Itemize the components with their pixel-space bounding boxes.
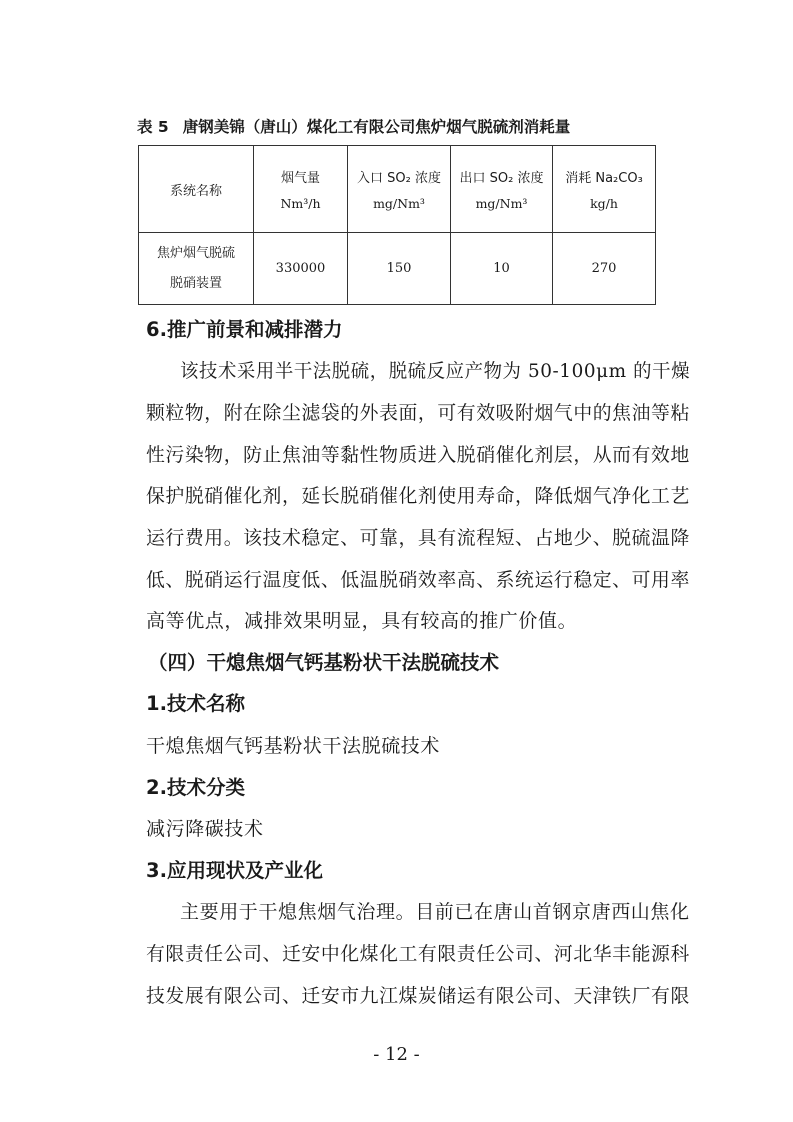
table-caption-title: 唐钢美锦（唐山）煤化工有限公司焦炉烟气脱硫剂消耗量 [182, 118, 571, 136]
subsection1-heading: 1.技术名称 [146, 692, 245, 715]
paragraph-line: 主要用于干熄焦烟气治理。目前已在唐山首钢京唐西山焦化 [180, 901, 690, 923]
paragraph-line: 高等优点，减排效果明显，具有较高的推广价值。 [146, 610, 578, 632]
paragraph-line: 颗粒物，附在除尘滤袋的外表面，可有效吸附烟气中的焦油等粘 [146, 402, 690, 424]
paragraph-line: 运行费用。该技术稳定、可靠，具有流程短、占地少、脱硫温降 [146, 527, 690, 549]
table-row [139, 233, 656, 305]
consumption-table [138, 145, 656, 305]
header-system-name: 系统名称 [139, 146, 254, 233]
cell-consumption: 270 [553, 233, 656, 305]
subsection3-heading: 3.应用现状及产业化 [146, 859, 323, 882]
cell-outlet: 10 [451, 233, 553, 305]
subsection2-text: 减污降碳技术 [146, 818, 264, 840]
subsection2-heading: 2.技术分类 [146, 776, 245, 799]
cell-inlet: 150 [348, 233, 451, 305]
header-na2co3: 消耗 Na₂CO₃ kg/h [553, 146, 656, 233]
cell-system-name: 焦炉烟气脱硫 脱硝装置 [139, 233, 254, 305]
cell-flow: 330000 [254, 233, 348, 305]
section-four-heading: （四）干熄焦烟气钙基粉状干法脱硫技术 [148, 651, 500, 674]
paragraph-line: 有限责任公司、迁安中化煤化工有限责任公司、河北华丰能源科 [146, 943, 690, 965]
paragraph-line: 技发展有限公司、迁安市九江煤炭储运有限公司、天津铁厂有限 [146, 985, 690, 1007]
table-header-row [139, 146, 656, 233]
table-caption-number: 表 5 [137, 118, 169, 136]
table-caption [137, 117, 667, 137]
paragraph-line: 该技术采用半干法脱硫，脱硫反应产物为 50-100μm 的干燥 [180, 360, 691, 382]
paragraph-line: 性污染物，防止焦油等黏性物质进入脱硝催化剂层，从而有效地 [146, 444, 690, 466]
paragraph-line: 保护脱硝催化剂，延长脱硝催化剂使用寿命，降低烟气净化工艺 [146, 485, 690, 507]
header-outlet-so2: 出口 SO₂ 浓度 mg/Nm³ [451, 146, 553, 233]
page-number: - 12 - [373, 1044, 420, 1065]
section6-heading: 6.推广前景和减排潜力 [146, 318, 343, 341]
header-flow: 烟气量 Nm³/h [254, 146, 348, 233]
header-inlet-so2: 入口 SO₂ 浓度 mg/Nm³ [348, 146, 451, 233]
subsection1-text: 干熄焦烟气钙基粉状干法脱硫技术 [146, 735, 441, 757]
paragraph-line: 低、脱硝运行温度低、低温脱硝效率高、系统运行稳定、可用率 [146, 569, 690, 591]
